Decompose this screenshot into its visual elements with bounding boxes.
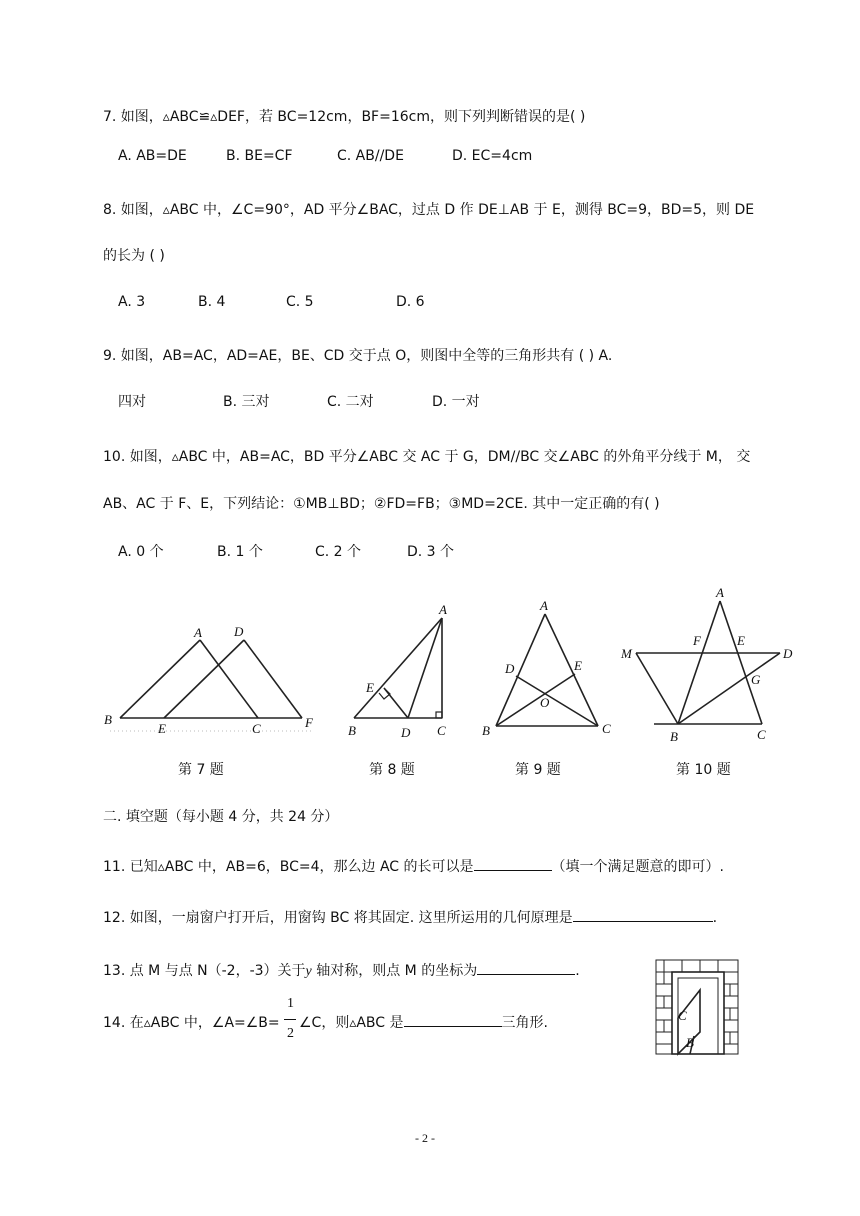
q13-text-after: . — [575, 963, 580, 979]
fig9-label-d: D — [505, 661, 515, 676]
q14-fraction-bar — [284, 1019, 296, 1020]
fig10-label-f: F — [693, 633, 701, 648]
q8-stem-line2: 的长为 ( ) — [103, 248, 165, 264]
q14-answer-blank[interactable] — [404, 1013, 502, 1027]
caption-fig8: 第 8 题 — [369, 762, 415, 778]
figure-q7-labels — [104, 624, 314, 736]
fig9-label-c: C — [602, 721, 611, 736]
fig7-seg-ed — [164, 640, 244, 718]
figure-q10 — [636, 601, 780, 724]
q14-text-mid: ∠C，则▵ABC 是 — [299, 1015, 404, 1031]
figure-q8 — [354, 618, 442, 718]
q14-text-before: 14. 在▵ABC 中，∠A=∠B= — [103, 1015, 280, 1031]
q7-option-a: A. AB=DE — [118, 148, 187, 164]
fig8-seg-ba — [354, 618, 442, 718]
fig9-label-o: O — [540, 695, 550, 710]
fig8-label-e: E — [366, 680, 374, 695]
fig10-label-a: A — [716, 585, 724, 600]
fig7-label-e: E — [158, 721, 166, 736]
fig9-label-b: B — [482, 723, 490, 738]
fig10-label-c: C — [757, 727, 766, 742]
section-2-heading: 二. 填空题（每小题 4 分，共 24 分） — [103, 809, 339, 825]
fig7-label-d: D — [234, 624, 244, 639]
q14-line-rest — [299, 1012, 548, 1032]
fig7-label-b: B — [104, 712, 112, 727]
figure-window — [652, 956, 742, 1058]
fig8-label-c: C — [437, 723, 446, 738]
fig10-seg-ac — [720, 601, 762, 724]
q7-option-c: C. AB//DE — [337, 148, 404, 164]
fig7-label-f: F — [305, 715, 313, 730]
q13-answer-blank[interactable] — [477, 961, 575, 975]
fig8-label-d: D — [401, 725, 411, 740]
q10-stem-line2: AB、AC 于 F、E，下列结论：①MB⊥BD；②FD=FB；③MD=2CE. 其中一定正确的有( ) — [103, 496, 660, 512]
q12-text-after: . — [712, 910, 718, 926]
q10-stem-line1: 10. 如图，▵ABC 中，AB=AC，BD 平分∠ABC 交 AC 于 G，DM//BC 交∠ABC 的外角平分线于 M， 交 — [103, 449, 751, 465]
figure-q8-labels — [348, 602, 447, 740]
figure-q7 — [110, 640, 312, 731]
q9-option-a-text: 四对 — [118, 394, 146, 410]
fig10-label-m: M — [621, 646, 632, 661]
fig8-seg-de — [384, 688, 408, 718]
q7-option-d: D. EC=4cm — [452, 148, 533, 164]
fig10-label-b: B — [670, 729, 678, 744]
window-label-c: C — [678, 1008, 687, 1023]
q9-option-c: C. 二对 — [327, 394, 374, 410]
q10-option-a: A. 0 个 — [118, 544, 164, 560]
caption-fig9: 第 9 题 — [515, 762, 561, 778]
q11-text-before: 11. 已知▵ABC 中，AB=6，BC=4，那么边 AC 的长可以是 — [103, 859, 474, 875]
q10-option-c: C. 2 个 — [315, 544, 362, 560]
fig8-right-angle-c — [436, 712, 442, 718]
fig7-seg-ba — [120, 640, 200, 718]
fig9-label-a: A — [540, 598, 548, 613]
fig7-seg-df — [244, 640, 302, 718]
q8-stem-line1: 8. 如图，▵ABC 中，∠C=90°，AD 平分∠BAC，过点 D 作 DE⊥AB 于 E，测得 BC=9，BD=5，则 DE — [103, 202, 755, 218]
fig8-seg-ad — [408, 618, 442, 718]
q11-text-after: （填一个满足题意的即可）. — [551, 859, 724, 875]
q13-text-before: 13. 点 M 与点 N（-2，-3）关于 — [103, 963, 306, 979]
q9-option-b: B. 三对 — [223, 394, 270, 410]
fig7-seg-ac — [200, 640, 258, 718]
q10-option-d: D. 3 个 — [407, 544, 455, 560]
fig7-label-a: A — [194, 625, 202, 640]
fig8-label-b: B — [348, 723, 356, 738]
q14-fraction-numerator: 1 — [287, 996, 294, 1011]
fig10-seg-ab — [678, 601, 720, 724]
fig10-label-e: E — [737, 633, 745, 648]
q10-option-b: B. 1 个 — [217, 544, 263, 560]
fig10-seg-bd — [678, 653, 780, 724]
q14-text-after: 三角形. — [501, 1015, 548, 1031]
fig10-label-g: G — [751, 672, 761, 687]
q8-option-a: A. 3 — [118, 294, 146, 310]
fig7-label-c: C — [252, 721, 261, 736]
window-label-b: B — [686, 1035, 694, 1050]
fig10-label-d: D — [783, 646, 793, 661]
q13-text-mid: 轴对称，则点 M 的坐标为 — [311, 963, 478, 979]
q7-stem: 7. 如图，▵ABC≌▵DEF，若 BC=12cm，BF=16cm，则下列判断错误的是( ) — [103, 109, 586, 125]
caption-fig10: 第 10 题 — [676, 762, 731, 778]
q12-text-before: 12. 如图，一扇窗户打开后，用窗钩 BC 将其固定. 这里所运用的几何原理是 — [103, 910, 573, 926]
q12-line — [103, 907, 717, 927]
caption-fig7: 第 7 题 — [178, 762, 224, 778]
q12-answer-blank[interactable] — [573, 908, 713, 922]
q8-option-c: C. 5 — [286, 294, 314, 310]
q8-option-b: B. 4 — [198, 294, 226, 310]
fig8-label-a: A — [439, 602, 447, 617]
q13-var-y: y — [305, 964, 312, 979]
page-number: - 2 - — [415, 1131, 435, 1145]
q13-line — [103, 960, 580, 980]
q9-option-d: D. 一对 — [432, 394, 480, 410]
q14-fraction-denominator: 2 — [287, 1026, 294, 1041]
q8-option-d: D. 6 — [396, 294, 425, 310]
figure-q10-labels — [620, 585, 793, 744]
q11-line — [103, 856, 724, 876]
fig9-label-e: E — [574, 658, 582, 673]
q9-stem-line1: 9. 如图，AB=AC，AD=AE，BE、CD 交于点 O，则图中全等的三角形共有 ( ) A. — [103, 348, 613, 364]
fig10-seg-mb — [636, 653, 678, 724]
q7-option-b: B. BE=CF — [226, 148, 293, 164]
q11-answer-blank[interactable] — [474, 857, 552, 871]
